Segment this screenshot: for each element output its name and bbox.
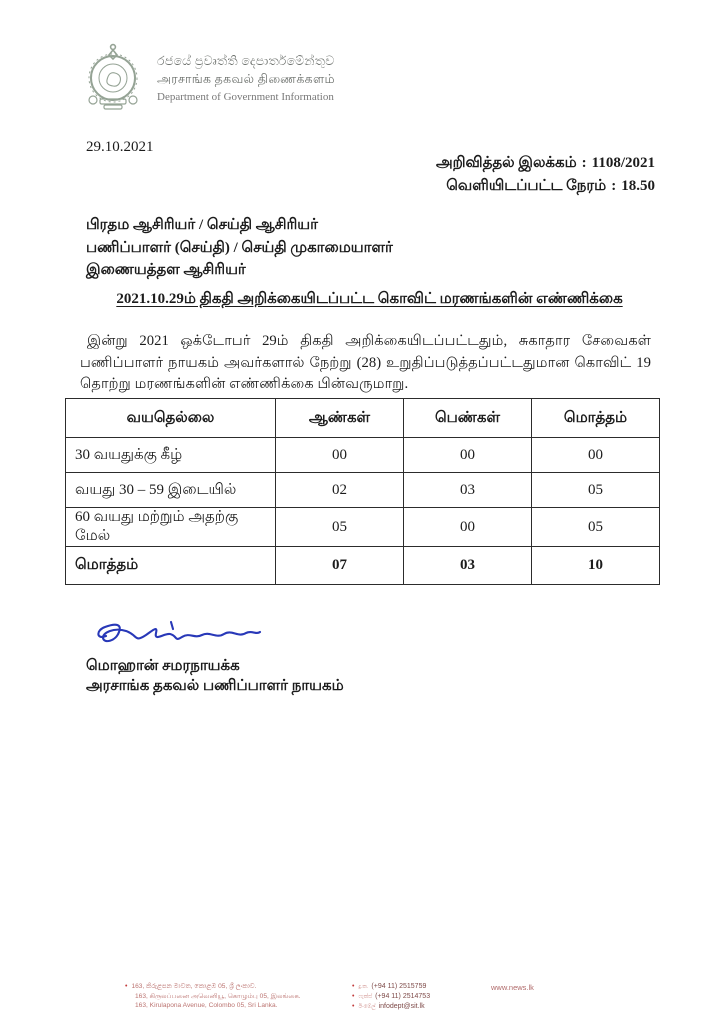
col-header-males: ஆண்கள் — [276, 399, 404, 438]
notice-number-value: 1108/2021 — [591, 155, 655, 171]
phone-line — [352, 982, 430, 992]
phone-label: දු.ක. — [358, 984, 369, 990]
table-row — [66, 438, 660, 473]
col-header-females: பெண்கள் — [404, 399, 532, 438]
fax-label: ෆැක්ස් — [358, 994, 373, 1000]
email-label: ඊ-මේල් — [358, 1004, 376, 1010]
signatory-name: மொஹான் சமரநாயக்க — [86, 658, 240, 674]
department-name-tamil: அரசாங்க தகவல் திணைக்களம் — [157, 72, 335, 86]
release-time-value: 18.50 — [621, 178, 655, 194]
table-header-row — [66, 399, 660, 438]
bullet-icon: • — [352, 983, 355, 990]
address-line-english: 163, Kirulapona Avenue, Colombo 05, Sri Lanka. — [135, 1002, 278, 1010]
bullet-icon: • — [352, 993, 355, 1000]
document-date: 29.10.2021 — [86, 139, 154, 155]
table-row — [66, 508, 660, 547]
separator: : — [581, 155, 587, 171]
cell-age-group: வயது 30 – 59 இடையில் — [66, 473, 276, 508]
department-name-sinhala: රජයේ ප්‍රවෘත්ති දෙපාර්තමේන්තුව — [157, 54, 335, 68]
cell-total: 05 — [532, 508, 660, 547]
cell-females: 03 — [404, 473, 532, 508]
address-line-sinhala: • 163, කිරුළපන මාවත, කොළඹ 05, ශ්‍රී ලංකාව. — [125, 983, 257, 990]
body-paragraph: இன்று 2021 ஒக்டோபர் 29ம் திகதி அறிக்கையிடப்பட்டதும், சுகாதார சேவைகள் பணிப்பாளர் நாயகம் அவர்களால் நேற்று (28) உறுதிப்படுத்தப்பட்டதுமான கொவிட் 19 தொற்று மரணங்களின் எண்ணிக்கை பின்வருமாறு. — [80, 333, 651, 392]
cell-age-group: 30 வயதுக்கு கீழ் — [66, 438, 276, 473]
document-title: 2021.10.29ம் திகதி அறிக்கையிடப்பட்ட கொவிட் மரணங்களின் எண்ணிக்கை — [116, 291, 623, 307]
cell-total: 00 — [532, 438, 660, 473]
recipient-line: பணிப்பாளர் (செய்தி) / செய்தி முகாமையாளர் — [86, 239, 393, 256]
cell-females: 00 — [404, 508, 532, 547]
recipients-block — [86, 214, 393, 282]
department-name-block — [157, 54, 335, 105]
bullet-icon: • — [352, 1003, 355, 1010]
table-total-row — [66, 547, 660, 585]
cell-males: 00 — [276, 438, 404, 473]
phone-number: (+94 11) 2515759 — [371, 983, 427, 990]
signatory-designation: அரசாங்க தகவல் பணிப்பாளர் நாயகம் — [86, 678, 344, 694]
notice-meta-block — [436, 152, 655, 198]
cell-total-females: 03 — [404, 547, 532, 585]
cell-grand-total: 10 — [532, 547, 660, 585]
notice-number-line — [436, 152, 655, 175]
cell-males: 05 — [276, 508, 404, 547]
notice-number-label: அறிவித்தல் இலக்கம் — [435, 155, 577, 171]
cell-total-label: மொத்தம் — [66, 547, 276, 585]
table-row — [66, 473, 660, 508]
separator: : — [611, 178, 617, 194]
department-name-english: Department of Government Information — [157, 91, 334, 103]
release-time-label: வெளியிடப்பட்ட நேரம் — [446, 178, 607, 194]
website-url: www.news.lk — [491, 983, 534, 992]
covid-deaths-table — [65, 398, 660, 585]
recipient-line: இணையத்தள ஆசிரியர் — [86, 262, 246, 278]
letterhead-footer — [0, 980, 724, 1024]
handwritten-signature — [92, 612, 267, 660]
cell-females: 00 — [404, 438, 532, 473]
col-header-age: வயதெல்லை — [66, 399, 276, 438]
fax-number: (+94 11) 2514753 — [375, 993, 431, 1000]
cell-males: 02 — [276, 473, 404, 508]
release-time-line — [436, 175, 655, 198]
cell-age-group: 60 வயது மற்றும் அதற்கு மேல் — [66, 508, 276, 547]
footer-address-block — [125, 982, 301, 1011]
footer-contacts-block — [352, 982, 430, 1012]
fax-line — [352, 992, 430, 1002]
sri-lanka-emblem-icon — [85, 40, 141, 112]
col-header-total: மொத்தம் — [532, 399, 660, 438]
cell-total-males: 07 — [276, 547, 404, 585]
address-line-tamil: 163, கிருலப்பனை அவெனியூ, கொழும்பு 05, இலங்கை. — [135, 992, 301, 1000]
email-line — [352, 1002, 430, 1012]
bullet-icon: • — [125, 983, 128, 990]
cell-total: 05 — [532, 473, 660, 508]
email-address: infodept@sit.lk — [378, 1003, 425, 1010]
recipient-line: பிரதம ஆசிரியர் / செய்தி ஆசிரியர் — [86, 217, 318, 233]
